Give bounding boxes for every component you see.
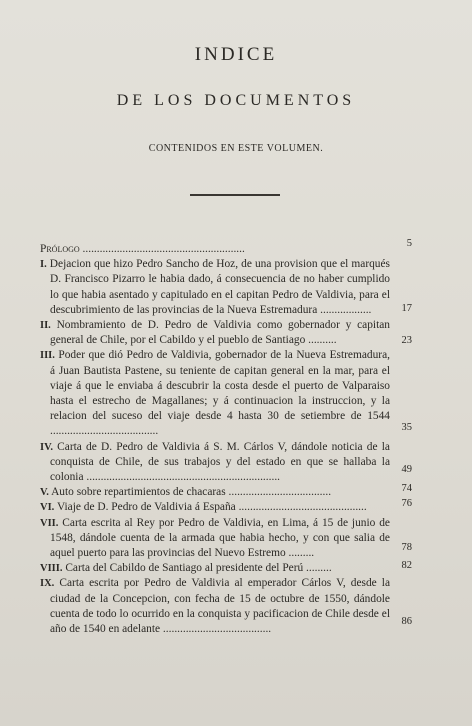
entry-numeral: VIII. [40,563,63,575]
toc-entry-vi: VI. Viaje de D. Pedro de Valdivia á España ............................................. 76 [40,498,412,514]
entry-text: Carta de D. Pedro de Valdivia á S. M. Cárlos V, dándole noticia de la conquista de Chile, de sus trabajos y del estado en que se hallaba la colonia [50,440,390,484]
table-of-contents [40,238,412,637]
page-number: 82 [401,560,412,572]
entry-text: Carta del Cabildo de Santiago al presidente del Perú [65,562,304,575]
toc-entry-vii: VII. Carta escrita al Rey por Pedro de Valdivia, en Lima, á 15 de junio de 1548, dándole cuenta de la armada que habia hecho, y con que salia de aquel puerto para las provincias del Nuevo Estremo ......... 78 [40,516,412,560]
toc-entry-iv: IV. Carta de D. Pedro de Valdivia á S. M. Cárlos V, dándole noticia de la conquista de Chile, de sus trabajos y del estado en que se hallaba la colonia .................................................................... 49 [40,440,412,484]
entry-numeral: III. [40,350,55,362]
entry-numeral: I. [40,259,47,271]
toc-entry-ii: II. Nombramiento de D. Pedro de Valdivia como gobernador y capitan general de Chile, por el Cabildo y el pueblo de Santiago .......... 23 [40,318,412,348]
entry-text: Poder que dió Pedro de Valdivia, gobernador de la Nueva Estremadura, á Juan Bautista Pastene, su teniente de capitan general en la mar, para el viaje á que le enviaba á descubrir la costa desde el puerto de Valparaiso hasta el estrecho de Magallanes; y á continuacion la instruccion, y la relacion del suceso del viaje desde 4 hasta 30 de setiembre de 1544 [50,349,390,423]
page-number: 5 [406,238,412,249]
page-number: 23 [401,335,412,347]
entry-numeral: VI. [40,502,55,514]
toc-entry-viii: VIII. Carta del Cabildo de Santiago al presidente del Perú ......... 82 [40,560,412,575]
page-number: 86 [401,616,412,628]
page-caption: CONTENIDOS EN ESTE VOLUMEN. [148,143,324,154]
page-number: 76 [401,498,412,510]
toc-entry-i: I. Dejacion que hizo Pedro Sancho de Hoz, de una provision que el marqués D. Francisco Pizarro le habia dado, á consecuencia de no haber cumplido lo que habia asentado y capitulado en el capitan Pedro de Valdivia, para el descubrimiento de las provincias de la Nueva Estremadura .................. 17 [40,258,412,316]
entry-text: Prólogo [40,243,80,255]
toc-entry-v: V. Auto sobre repartimientos de chacaras .................................... 74 [40,483,412,499]
entry-text: Nombramiento de D. Pedro de Valdivia como gobernador y capitan general de Chile, por el Cabildo y el pueblo de Santiago [50,319,390,347]
page-number: 49 [401,464,412,476]
page-number: 74 [401,483,412,495]
entry-numeral: II. [40,320,51,332]
toc-entry-prologo: 5 Prólogo ......................................................... [40,238,412,255]
page-number: 78 [401,542,412,554]
entry-numeral: IV. [40,441,53,453]
page-title: INDICE [194,44,278,65]
entry-text: Viaje de D. Pedro de Valdivia á España [56,501,236,514]
page-subtitle: DE LOS DOCUMENTOS [116,92,356,109]
page-number: 17 [401,302,412,314]
toc-entry-iii: III. Poder que dió Pedro de Valdivia, gobernador de la Nueva Estremadura, á Juan Bautista Pastene, su teniente de capitan general en la mar, para el viaje á que le enviaba á descubrir la costa desde el puerto de Valparaiso hasta el estrecho de Magallanes; y á continuacion la instruccion, y la relacion del suceso del viaje desde 4 hasta 30 de setiembre de 1544 ...................................... 35 [40,349,412,438]
entry-numeral: IX. [40,578,55,590]
entry-text: Dejacion que hizo Pedro Sancho de Hoz, de una provision que el marqués D. Francisco Pizarro le habia dado, á consecuencia de no haber cumplido lo que habia asentado y capitulado en el capitan Pedro de Valdivia, para el descubrimiento de las provincias de la Nueva Estremadura [49,258,390,316]
page-number: 35 [401,422,412,434]
entry-text: Auto sobre repartimientos de chacaras [51,486,226,499]
toc-entry-ix: IX. Carta escrita por Pedro de Valdivia al emperador Cárlos V, desde la ciudad de la Concepcion, con fecha de 15 de octubre de 1550, dándole cuenta de todo lo ocurrido en la conquista y pacificacion de Chile desde el año de 1540 en adelante ...................................... 86 [40,577,412,636]
entry-text: Carta escrita por Pedro de Valdivia al emperador Cárlos V, desde la ciudad de la Concepcion, con fecha de 15 de octubre de 1550, dándole cuenta de todo lo ocurrido en la conquista y pacificacion de Chile desde el año de 1540 en adelante [50,577,390,636]
decorative-rule [190,194,280,196]
entry-numeral: VII. [40,517,59,529]
entry-text: Carta escrita al Rey por Pedro de Valdivia, en Lima, á 15 de junio de 1548, dándole cuenta de la armada que habia hecho, y con que salia de aquel puerto para las provincias del Nuevo Estremo [50,516,390,560]
entry-numeral: V. [40,487,49,499]
